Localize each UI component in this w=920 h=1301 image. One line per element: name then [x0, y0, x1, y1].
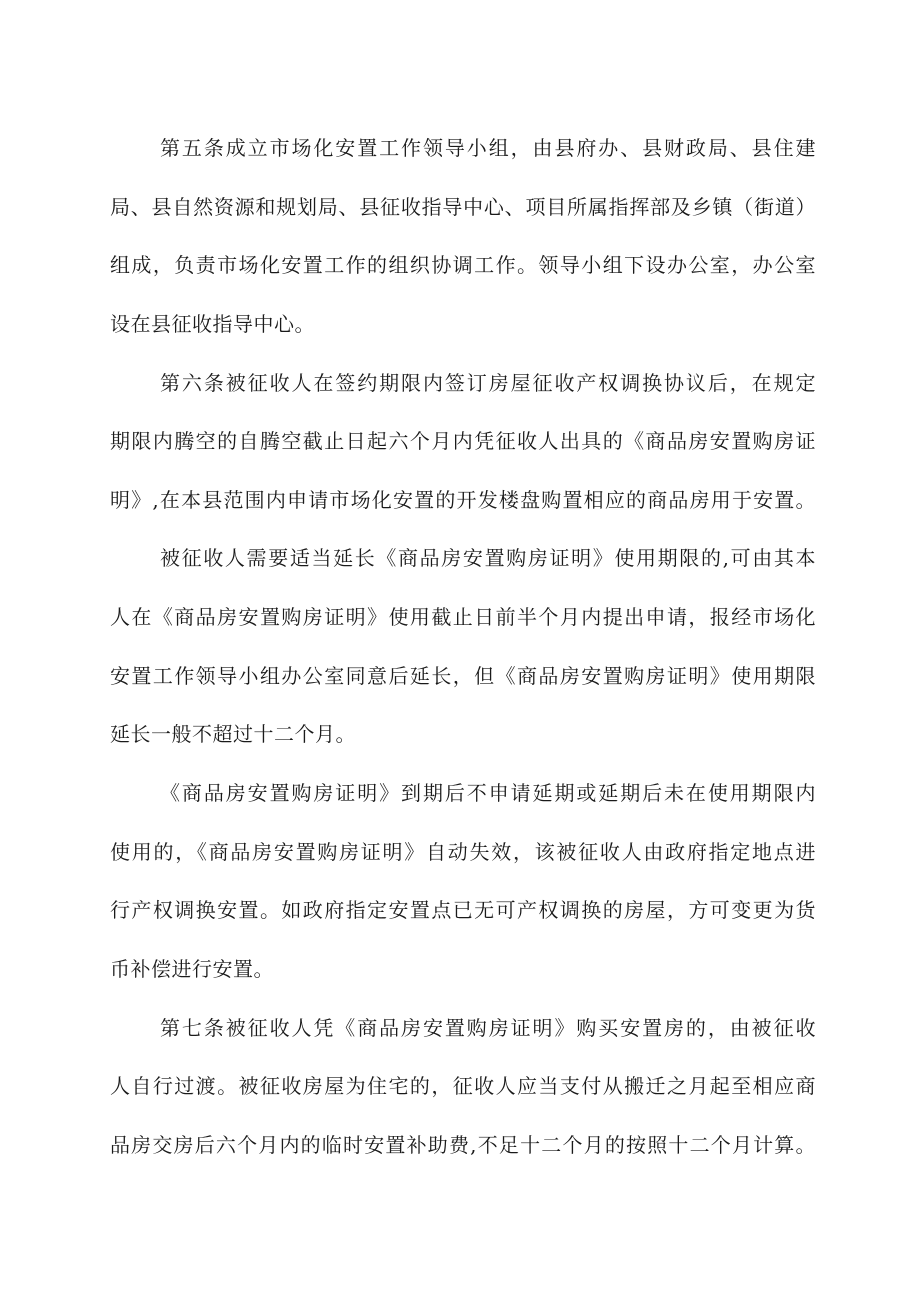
paragraph-extension	[110, 529, 816, 764]
paragraph-article-5	[110, 119, 816, 354]
paragraph-line: 品房交房后六个月内的临时安置补助费,不足十二个月的按照十二个月计算。	[110, 1132, 816, 1157]
paragraph-line: 第七条被征收人凭《商品房安置购房证明》购买安置房的，由被征收	[160, 1015, 816, 1040]
paragraph-line: 第六条被征收人在签约期限内签订房屋征收产权调换协议后，在规定	[160, 370, 816, 395]
paragraph-line: 币补偿进行安置。	[110, 956, 274, 981]
paragraph-line: 组成，负责市场化安置工作的组织协调工作。领导小组下设办公室，办公室	[110, 253, 816, 278]
paragraph-expiry	[110, 764, 816, 999]
paragraph-line: 被征收人需要适当延长《商品房安置购房证明》使用期限的,可由其本	[160, 546, 816, 571]
paragraph-line: 《商品房安置购房证明》到期后不申请延期或延期后未在使用期限内	[160, 781, 816, 806]
document-body	[110, 119, 816, 1175]
paragraph-line: 设在县征收指导中心。	[110, 311, 315, 336]
paragraph-line: 第五条成立市场化安置工作领导小组，由县府办、县财政局、县住建	[160, 136, 816, 160]
paragraph-article-6	[110, 354, 816, 530]
paragraph-line: 期限内腾空的自腾空截止日起六个月内凭征收人出具的《商品房安置购房证	[110, 429, 816, 454]
paragraph-line: 明》,在本县范围内申请市场化安置的开发楼盘购置相应的商品房用于安置。	[110, 487, 816, 512]
paragraph-article-7	[110, 999, 816, 1175]
paragraph-line: 人自行过渡。被征收房屋为住宅的，征收人应当支付从搬迁之月起至相应商	[110, 1074, 816, 1099]
paragraph-line: 行产权调换安置。如政府指定安置点已无可产权调换的房屋，方可变更为货	[110, 898, 816, 923]
paragraph-line: 延长一般不超过十二个月。	[110, 722, 356, 747]
paragraph-line: 安置工作领导小组办公室同意后延长，但《商品房安置购房证明》使用期限	[110, 663, 816, 688]
paragraph-line: 使用的，《商品房安置购房证明》自动失效，该被征收人由政府指定地点进	[110, 839, 816, 864]
paragraph-line: 人在《商品房安置购房证明》使用截止日前半个月内提出申请，报经市场化	[110, 605, 816, 630]
paragraph-line: 局、县自然资源和规划局、县征收指导中心、项目所属指挥部及乡镇（街道）	[110, 194, 816, 219]
